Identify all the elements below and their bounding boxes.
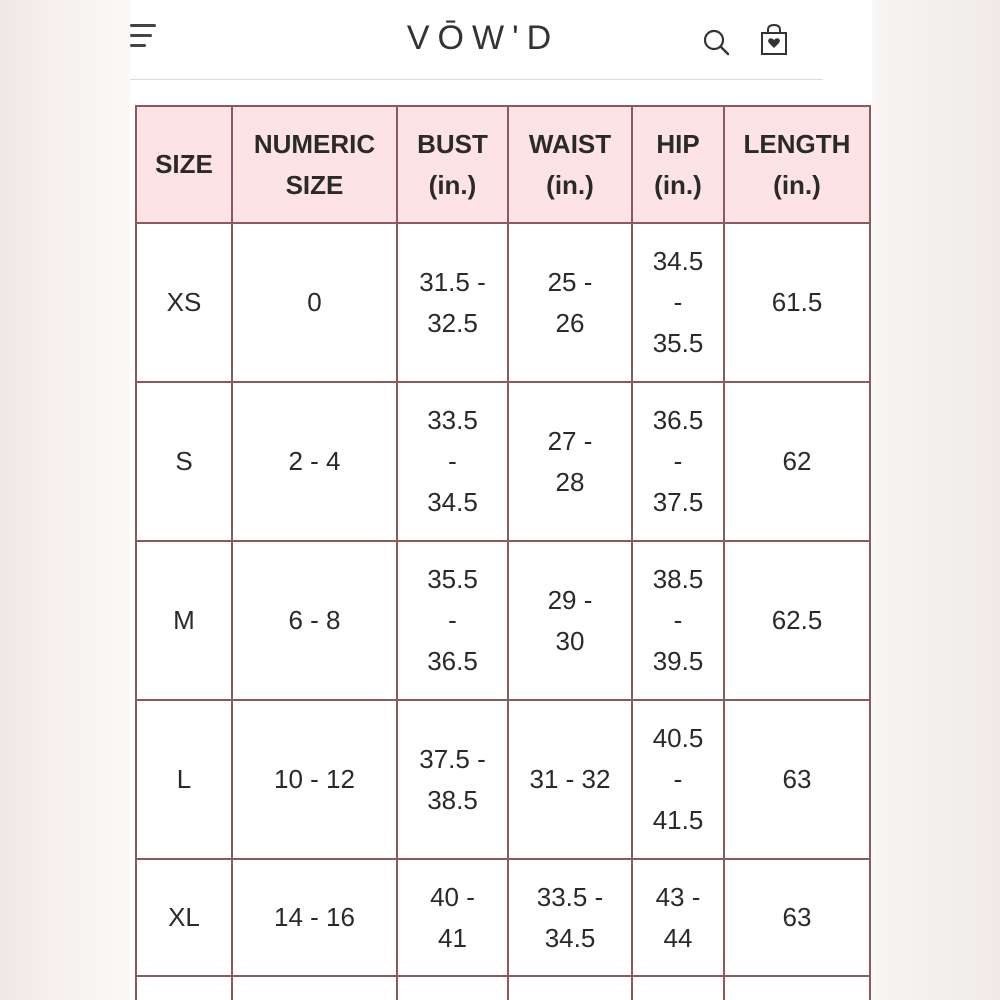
table-row [136, 700, 870, 859]
cell-size: L [136, 700, 232, 859]
cell-hip [632, 859, 724, 976]
cell-numeric-size: 0 [232, 223, 397, 382]
column-header-bust [397, 106, 508, 223]
cell-bust-text: 33.5 - 34.5 [427, 405, 478, 517]
table-row [136, 859, 870, 976]
cell-length: 61.5 [724, 223, 870, 382]
cell-waist [508, 541, 632, 700]
cell-bust-text: 40 - 41 [430, 881, 475, 953]
cell-waist [508, 223, 632, 382]
cell-hip [632, 541, 724, 700]
cell-bust [397, 223, 508, 382]
numeric-size-header-text: NUMERIC SIZE [253, 128, 376, 200]
cell-numeric-size: 14 - 16 [232, 859, 397, 976]
cell-bust-text: 37.5 - 38.5 [419, 743, 486, 815]
bust-header-text: BUST (in.) [417, 128, 488, 200]
cell-hip-text: 40.5 - 41.5 [652, 723, 704, 835]
cell-size: XS [136, 223, 232, 382]
cell-bust [397, 859, 508, 976]
cell-waist-text: 29 - 30 [547, 584, 593, 656]
cell-hip-text: 43 - 44 [655, 881, 701, 953]
cell-waist: 31 - 32 [508, 700, 632, 859]
cell-hip-text: 36.5 - 37.5 [652, 405, 704, 517]
cell-numeric-size: 6 - 8 [232, 541, 397, 700]
brand-logo[interactable]: VŌW'D [406, 19, 560, 57]
cell-hip [632, 700, 724, 859]
cell-bust [397, 382, 508, 541]
cell-size: S [136, 382, 232, 541]
table-row [136, 541, 870, 700]
cell-numeric-size: 2 - 4 [232, 382, 397, 541]
column-header-numeric-size [232, 106, 397, 223]
length-header-text: LENGTH (in.) [743, 128, 851, 200]
size-chart-table [135, 105, 871, 1000]
cell-length: 62 [724, 382, 870, 541]
cell-waist [508, 382, 632, 541]
cell-bust [397, 700, 508, 859]
header-divider [130, 79, 823, 80]
cell-waist-text: 33.5 - 34.5 [536, 881, 604, 953]
cell-waist [508, 859, 632, 976]
cell-waist-text: 25 - 26 [547, 266, 593, 338]
table-row-cut-off [136, 976, 870, 1000]
column-header-hip [632, 106, 724, 223]
site-header [130, 0, 872, 80]
table-row [136, 223, 870, 382]
column-header-waist [508, 106, 632, 223]
cell-hip-text: 38.5 - 39.5 [652, 564, 704, 676]
cell-bust-text: 31.5 - 32.5 [419, 266, 486, 338]
table-row [136, 382, 870, 541]
cell-hip-text: 34.5 - 35.5 [652, 246, 704, 358]
cell-numeric-size: 10 - 12 [232, 700, 397, 859]
cell-hip [632, 223, 724, 382]
waist-header-text: WAIST (in.) [528, 128, 612, 200]
cell-bust [397, 541, 508, 700]
cell-hip [632, 382, 724, 541]
cell-length: 63 [724, 859, 870, 976]
column-header-length [724, 106, 870, 223]
size-chart-screen [130, 0, 872, 1000]
hamburger-menu-icon[interactable] [130, 22, 158, 52]
cell-size: XL [136, 859, 232, 976]
cell-bust-text: 35.5 - 36.5 [427, 564, 478, 676]
search-icon[interactable] [702, 28, 732, 58]
cell-length: 62.5 [724, 541, 870, 700]
cell-waist-text: 27 - 28 [547, 425, 593, 497]
table-header-row [136, 106, 870, 223]
cell-size: M [136, 541, 232, 700]
column-header-size: SIZE [136, 106, 232, 223]
hip-header-text: HIP (in.) [654, 128, 702, 200]
shopping-bag-heart-icon[interactable] [758, 23, 790, 57]
cell-length: 63 [724, 700, 870, 859]
